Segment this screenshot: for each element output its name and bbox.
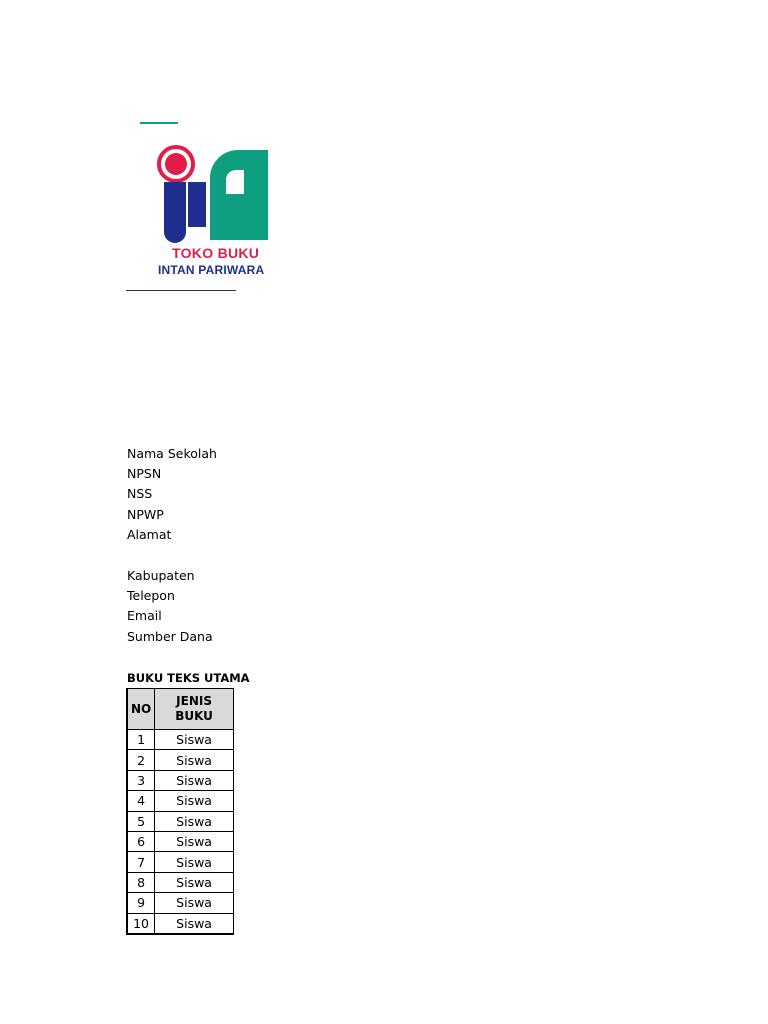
header-jenis-buku xyxy=(155,689,234,730)
cell-jenis: Siswa xyxy=(155,913,234,934)
logo-green-notch xyxy=(226,170,244,194)
table-row xyxy=(127,852,234,872)
logo-text-line1: TOKO BUKU xyxy=(172,245,260,261)
field-nss: NSS xyxy=(127,486,153,501)
cell-jenis: Siswa xyxy=(155,770,234,790)
table-header-row xyxy=(127,689,234,730)
books-table xyxy=(126,688,234,935)
cell-jenis: Siswa xyxy=(155,750,234,770)
field-nama-sekolah: Nama Sekolah xyxy=(127,446,217,461)
cell-no: 5 xyxy=(127,811,155,831)
field-npsn: NPSN xyxy=(127,466,162,481)
logo-text-line2: INTAN PARIWARA xyxy=(158,263,265,277)
logo-green-shape xyxy=(210,150,268,240)
cell-no: 1 xyxy=(127,730,155,750)
field-telepon: Telepon xyxy=(127,588,175,603)
cell-jenis: Siswa xyxy=(155,811,234,831)
cell-no: 10 xyxy=(127,913,155,934)
cell-no: 8 xyxy=(127,872,155,892)
table-row xyxy=(127,750,234,770)
cell-jenis: Siswa xyxy=(155,872,234,892)
cell-jenis: Siswa xyxy=(155,831,234,851)
cell-no: 3 xyxy=(127,770,155,790)
table-row xyxy=(127,770,234,790)
header-no: NO xyxy=(127,689,155,730)
document-page xyxy=(0,0,265,1024)
header-divider xyxy=(126,290,236,291)
cell-jenis: Siswa xyxy=(155,730,234,750)
table-row xyxy=(127,791,234,811)
table-row xyxy=(127,872,234,892)
cell-no: 6 xyxy=(127,831,155,851)
cell-no: 4 xyxy=(127,791,155,811)
field-npwp: NPWP xyxy=(127,507,164,522)
table-row xyxy=(127,913,234,934)
cell-jenis: Siswa xyxy=(155,893,234,913)
table-row xyxy=(127,893,234,913)
cell-no: 2 xyxy=(127,750,155,770)
field-kabupaten: Kabupaten xyxy=(127,568,195,583)
logo-blue-stem xyxy=(164,182,186,243)
field-sumber-dana: Sumber Dana xyxy=(127,629,213,644)
section-title: BUKU TEKS UTAMA xyxy=(127,671,250,685)
header-jenis-buku-text: JENIS BUKU xyxy=(175,694,213,723)
cell-jenis: Siswa xyxy=(155,852,234,872)
table-row xyxy=(127,831,234,851)
field-alamat: Alamat xyxy=(127,527,172,542)
field-email: Email xyxy=(127,608,162,623)
table-row xyxy=(127,730,234,750)
table-row xyxy=(127,811,234,831)
cell-no: 7 xyxy=(127,852,155,872)
cell-jenis: Siswa xyxy=(155,791,234,811)
logo-blue-bowl xyxy=(188,182,206,227)
cell-no: 9 xyxy=(127,893,155,913)
logo-red-dot xyxy=(165,153,187,175)
